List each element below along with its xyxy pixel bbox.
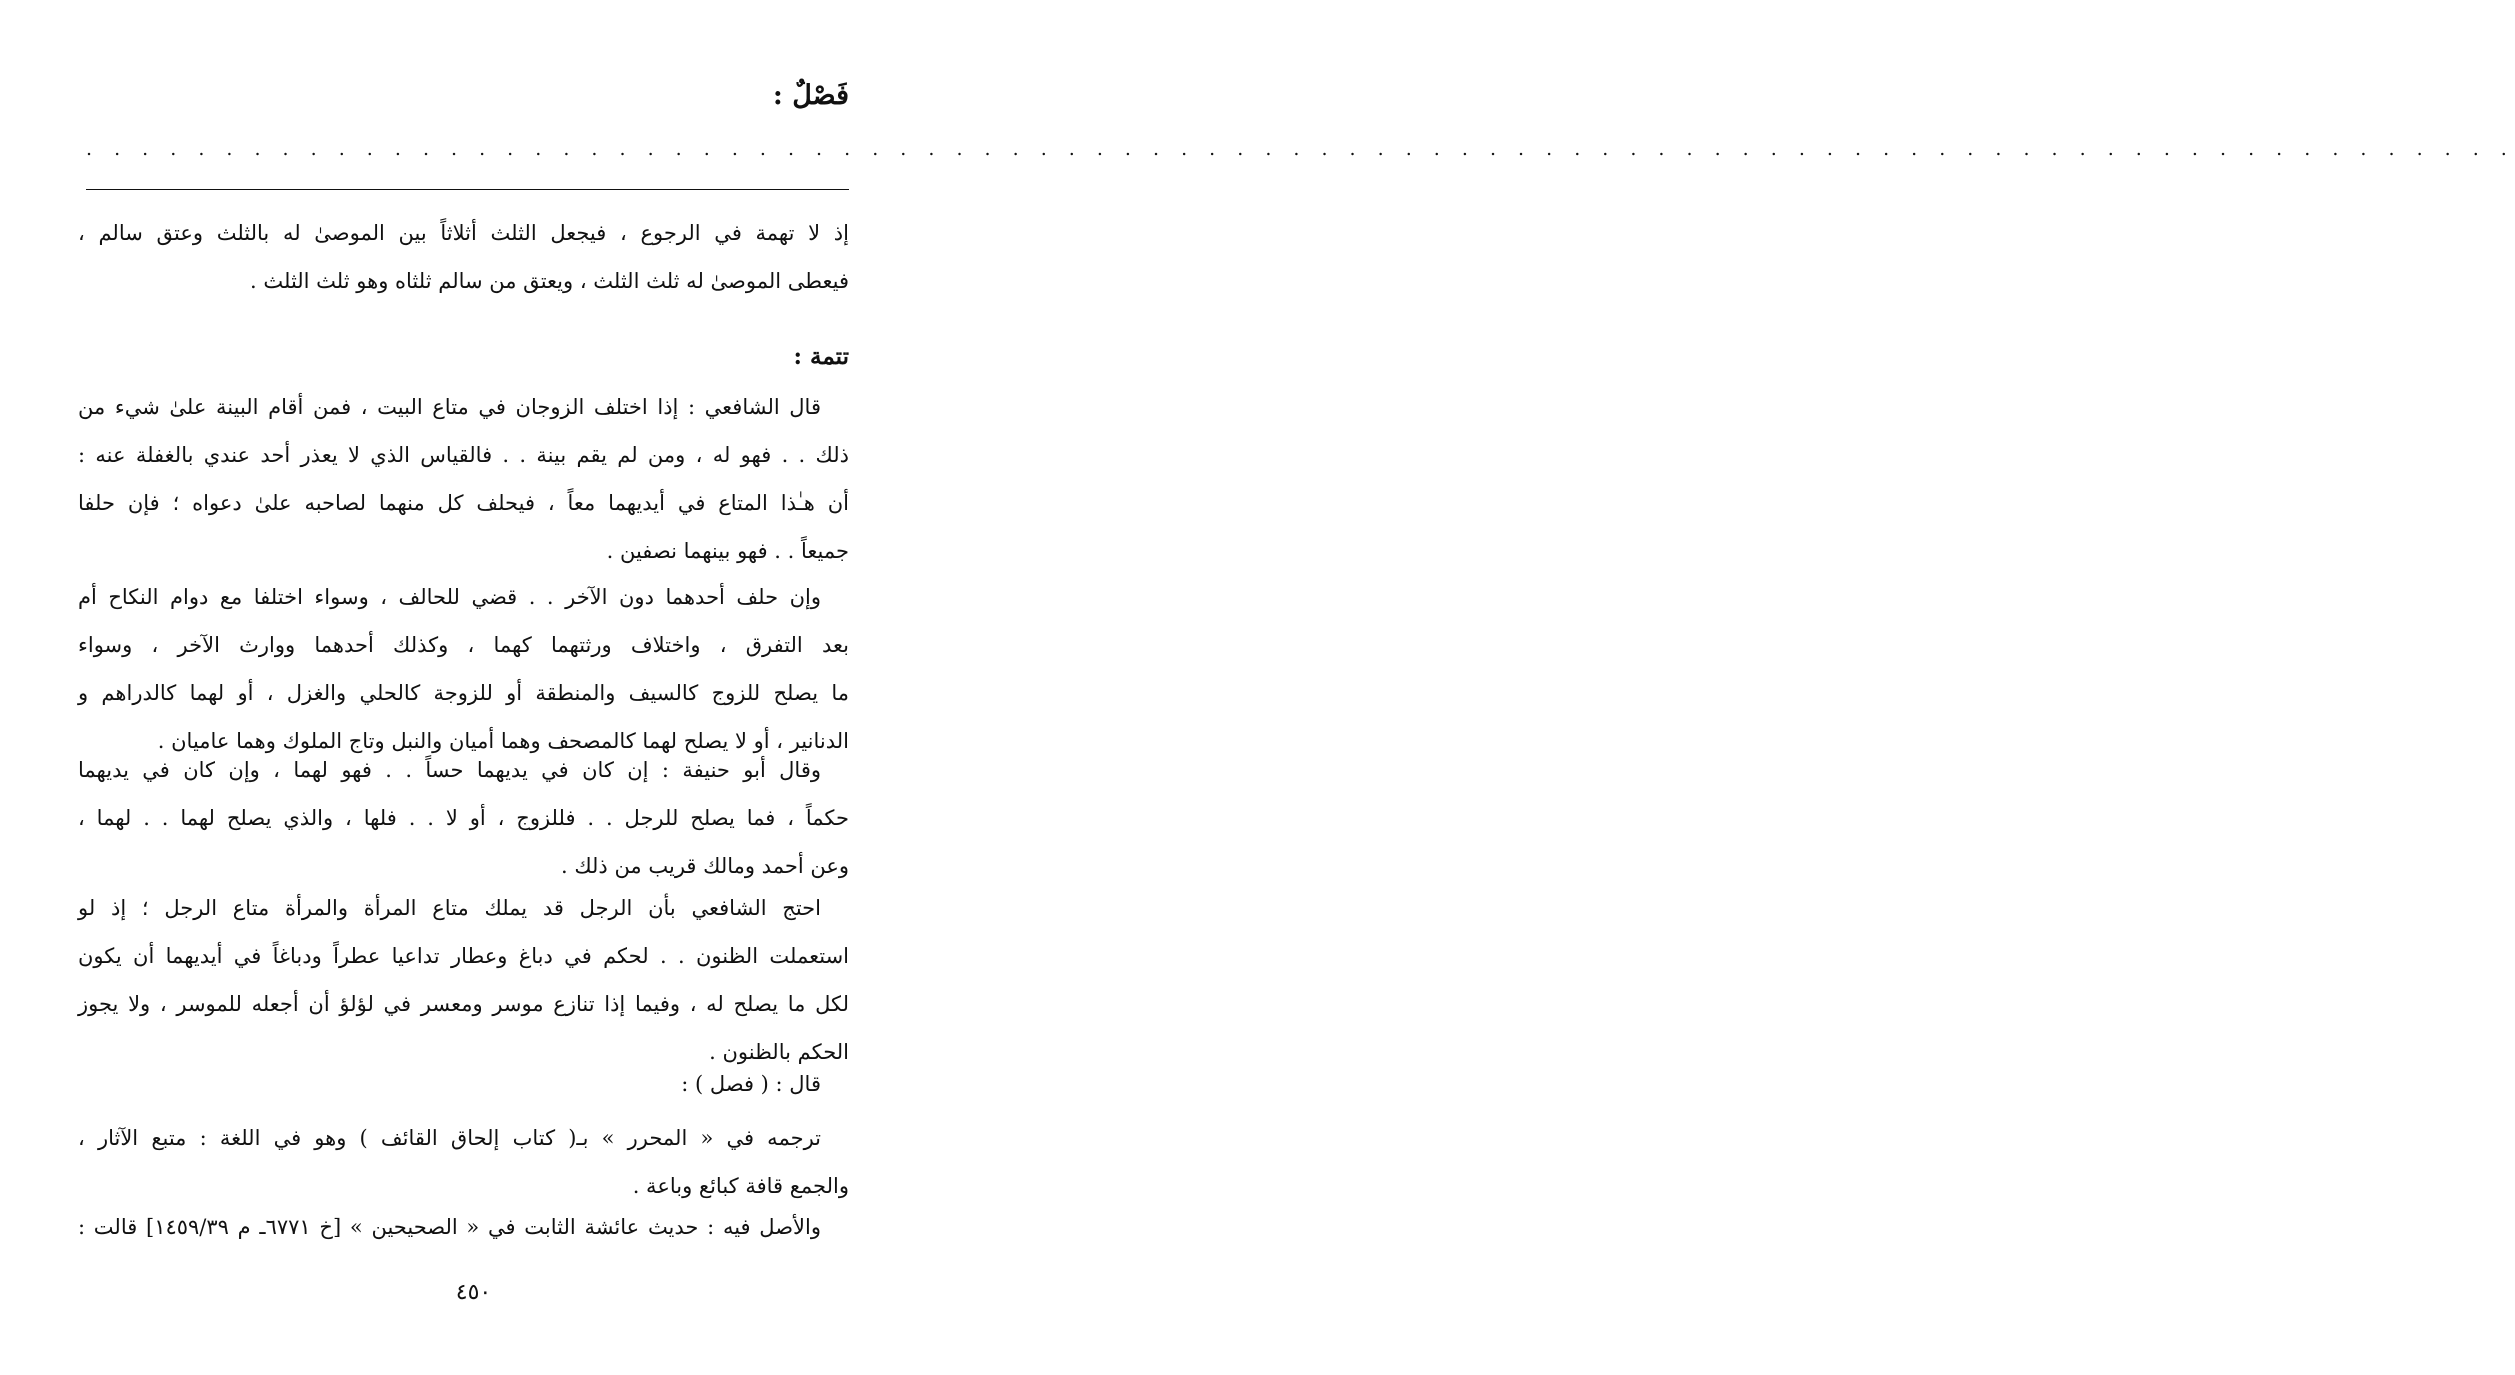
horizontal-rule: [86, 189, 849, 190]
text-line: احتج الشافعي بأن الرجل قد يملك متاع المرأة والمرأة متاع الرجل ؛ إذ لو: [78, 896, 821, 920]
text-line: والأصل فيه : حديث عائشة الثابت في « الصحيحين » [خ ٦٧٧١ـ م ١٤٥٩/٣٩] قالت :: [78, 1215, 821, 1239]
text-line: جميعاً . . فهو بينهما نصفين .: [606, 539, 849, 563]
paragraph: [78, 573, 849, 765]
text-line: وقال أبو حنيفة : إن كان في يديهما حساً . . فهو لهما ، وإن كان في يديهما: [78, 758, 821, 782]
paragraph: [78, 1203, 849, 1251]
text-line: أن هـٰذا المتاع في أيديهما معاً ، فيحلف كل منهما لصاحبه علىٰ دعواه ؛ فإن حلفا: [78, 491, 849, 515]
paragraph: [78, 383, 849, 575]
paragraph: [78, 1060, 849, 1108]
text-line: قال الشافعي : إذا اختلف الزوجان في متاع البيت ، فمن أقام البينة علىٰ شيء من: [78, 395, 821, 419]
text-line: ما يصلح للزوج كالسيف والمنطقة أو للزوجة كالحلي والغزل ، أو لهما كالدراهم و: [78, 681, 849, 705]
text-line: حكماً ، فما يصلح للرجل . . فللزوج ، أو لا . . فلها ، والذي يصلح لهما . . لهما ،: [78, 806, 849, 830]
text-line: وعن أحمد ومالك قريب من ذلك .: [560, 854, 849, 878]
text-line: ذلك . . فهو له ، ومن لم يقم بينة . . فالقياس الذي لا يعذر أحد عندي بالغفلة عنه :: [78, 443, 849, 467]
text-line: قال : ( فصل ) :: [681, 1072, 821, 1096]
page-number: ٤٥٠: [455, 1280, 492, 1305]
text-line: والجمع قافة كبائع وباعة .: [632, 1174, 849, 1198]
text-line: استعملت الظنون . . لحكم في دباغ وعطار تداعيا عطراً ودباغاً في أيديهما أن يكون: [78, 944, 849, 968]
paragraph: [78, 1114, 849, 1210]
text-line: الحكم بالظنون .: [709, 1040, 849, 1064]
dotted-separator: . . . . . . . . . . . . . . . . . . . . . . . . . . . . . . . . . . . . . . . . . . . . . . . . . . . . . . . . . . . . . . . . . . . . . . . . . . . . . . . . . . . . . . .: [86, 138, 2515, 160]
section-heading: فَصْلٌ :: [772, 80, 849, 111]
text-line: لكل ما يصلح له ، وفيما إذا تنازع موسر ومعسر في لؤلؤ أن أجعله للموسر ، ولا يجوز: [78, 992, 849, 1016]
text-line: وإن حلف أحدهما دون الآخر . . قضي للحالف ، وسواء اختلفا مع دوام النكاح أم: [78, 585, 821, 609]
paragraph: [78, 746, 849, 890]
tatimma-heading: تتمة :: [793, 343, 849, 370]
intro-paragraph: [78, 209, 849, 305]
text-line: الدنانير ، أو لا يصلح لهما كالمصحف وهما أميان والنبل وتاج الملوك وهما عاميان .: [157, 729, 849, 753]
text-line: بعد التفرق ، واختلاف ورثتهما كهما ، وكذلك أحدهما ووارث الآخر ، وسواء: [78, 633, 849, 657]
text-line: فيعطى الموصىٰ له ثلث الثلث ، ويعتق من سالم ثلثاه وهو ثلث الثلث .: [250, 269, 849, 293]
text-line: ترجمه في « المحرر » بـ( كتاب إلحاق القائف ) وهو في اللغة : متبع الآثار ،: [78, 1126, 821, 1150]
paragraph: [78, 884, 849, 1076]
text-line: إذ لا تهمة في الرجوع ، فيجعل الثلث أثلاثاً بين الموصىٰ له بالثلث وعتق سالم ،: [78, 221, 849, 245]
